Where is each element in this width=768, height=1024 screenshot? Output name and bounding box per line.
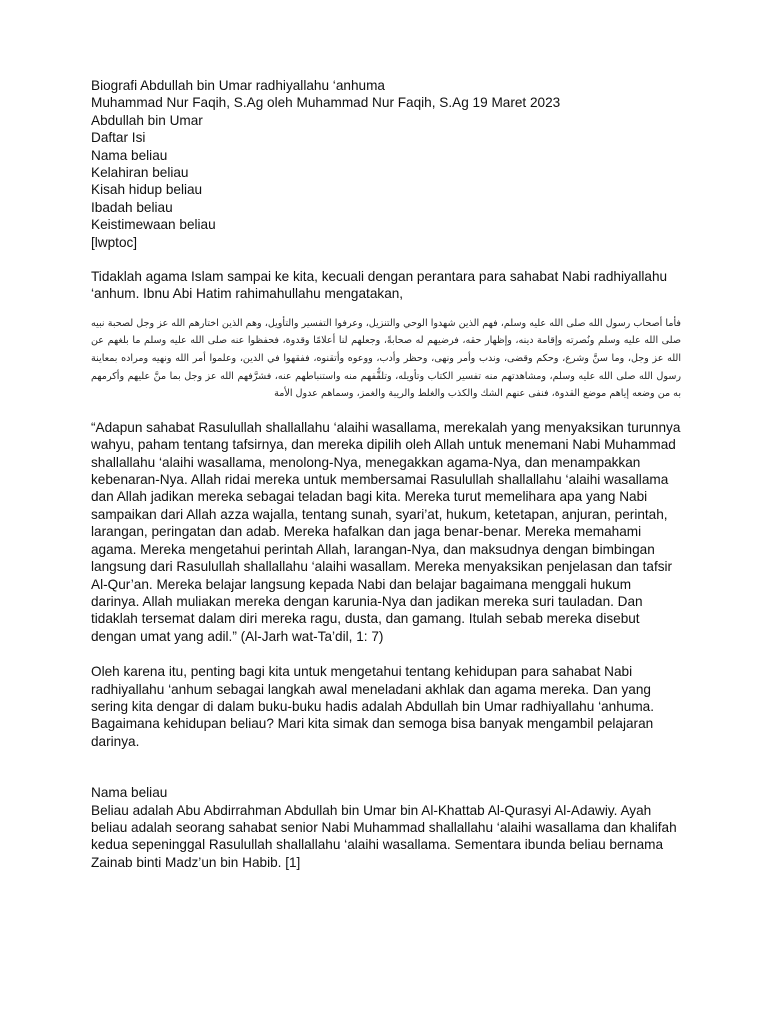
toc-item-kelahiran[interactable]: Kelahiran beliau (91, 165, 189, 181)
document-page (91, 77, 681, 871)
translation-paragraph: “Adapun sahabat Rasulullah shallallahu ‘alaihi wasallama, merekalah yang menyaksikan turunnya wahyu, paham tentang tafsirnya, dan mereka dipilih oleh Allah untuk menemani Nabi Muhammad shallallahu ‘alaihi wasallama, menolong-Nya, menegakkan agama-Nya, dan menampakkan kebenaran-Nya. Allah ridai mereka untuk membersamai Rasulullah shallallahu ‘alaihi wasallama dan Allah jadikan mereka sebagai teladan bagi kita. Mereka turut memelihara apa yang Nabi sampaikan dari Allah azza wajalla, tentang sunah, syari’at, hukum, ketetapan, anjuran, perintah, larangan, peringatan dan adab. Mereka hafalkan dan jaga benar-benar. Mereka memahami agama. Mereka mengetahui perintah Allah, larangan-Nya, dan maksudnya dengan bimbingan langsung dari Rasulullah shallallahu ‘alaihi wasallam. Mereka menyaksikan penjelasan dan tafsir Al-Qur’an. Mereka belajar langsung kepada Nabi dan belajar bagaimana menggali hukum darinya. Allah muliakan mereka dengan karunia-Nya dan jadikan mereka suri tauladan. Dan tidaklah tersemat dalam diri mereka ragu, dusta, dan gamang. Itulah sebab mereka disebut dengan umat yang adil.” (Al-Jarh wat-Ta’dil, 1: 7) (91, 419, 681, 644)
spacer (91, 403, 681, 419)
arabic-quote: فأما أصحاب رسول الله صلى الله عليه وسلم، فهم الذين شهدوا الوحي والتنزيل، وعرفوا التفسير والتأويل، وهم الذين اختارهم الله عز وجل لصحبة نبيه صلى الله عليه وسلم ونُصرته وإقامة دينه، وإظهار حقه، فرضيهم له صحابةً، وجعلهم لنا أعلامًا وقدوة، فحفظوا عنه صلى الله عليه وسلم ما بلغهم عن الله عز وجل، وما سنَّ وشرع، وحكم وقضى، وندب وأمر ونهى، وحظر وأدب، ووعوه وأتقنوه، ففقهوا في الدين، وعلموا أمر الله ونهيه ومراده بمعاينة رسول الله صلى الله عليه وسلم، ومشاهدتهم منه تفسير الكتاب وتأويله، وتلقُّفهم منه واستنباطهم عنه، فشرَّفهم الله عز وجل بما منَّ عليهم وأكرمهم به من وضعه إياهم موضع القدوة، فنفى عنهم الشك والكذب والغلط والريبة والغمز، وسماهم عدول الأمة (91, 317, 681, 400)
article-title: Biografi Abdullah bin Umar radhiyallahu ‘anhuma (91, 78, 385, 93)
toc-item-keistimewaan[interactable]: Keistimewaan beliau (91, 217, 216, 233)
conclusion-paragraph: Oleh karena itu, penting bagi kita untuk mengetahui tentang kehidupan para sahabat Nabi radhiyallahu ‘anhum sebagai langkah awal meneladani akhlak dan agama mereka. Dan yang sering kita dengar di dalam buku-buku hadis adalah Abdullah bin Umar radhiyallahu ‘anhuma. Bagaimana kehidupan beliau? Mari kita simak dan semoga bisa banyak mengambil pelajaran darinya. (91, 664, 654, 749)
toc-shortcode: [lwptoc] (91, 234, 138, 250)
section-body-nama: Beliau adalah Abu Abdirrahman Abdullah bin Umar bin Al-Khattab Al-Qurasyi Al-Adawiy. Ayah beliau adalah seorang sahabat senior Nabi Muhammad shallallahu ‘alaihi wasallama dan khalifah kedua sepeninggal Rasulullah shallallahu ‘alaihi wasallama. Sementara ibunda beliau bernama Zainab binti Madz’un bin Habib. [1] (91, 802, 677, 870)
toc-heading: Daftar Isi (91, 130, 146, 146)
article-subject: Abdullah bin Umar (91, 112, 203, 128)
toc-item-ibadah[interactable]: Ibadah beliau (91, 199, 173, 215)
spacer (91, 303, 681, 315)
intro-paragraph: Tidaklah agama Islam sampai ke kita, kecuali dengan perantara para sahabat Nabi radhiyallahu ‘anhum. Ibnu Abi Hatim rahimahullahu mengatakan, (91, 269, 668, 302)
spacer (91, 645, 681, 663)
toc-item-nama[interactable]: Nama beliau (91, 147, 168, 163)
spacer (91, 750, 681, 784)
toc-item-kisah[interactable]: Kisah hidup beliau (91, 182, 203, 198)
article-byline: Muhammad Nur Faqih, S.Ag oleh Muhammad Nur Faqih, S.Ag 19 Maret 2023 (91, 95, 561, 111)
section-heading-nama: Nama beliau (91, 785, 168, 801)
spacer (91, 251, 681, 268)
